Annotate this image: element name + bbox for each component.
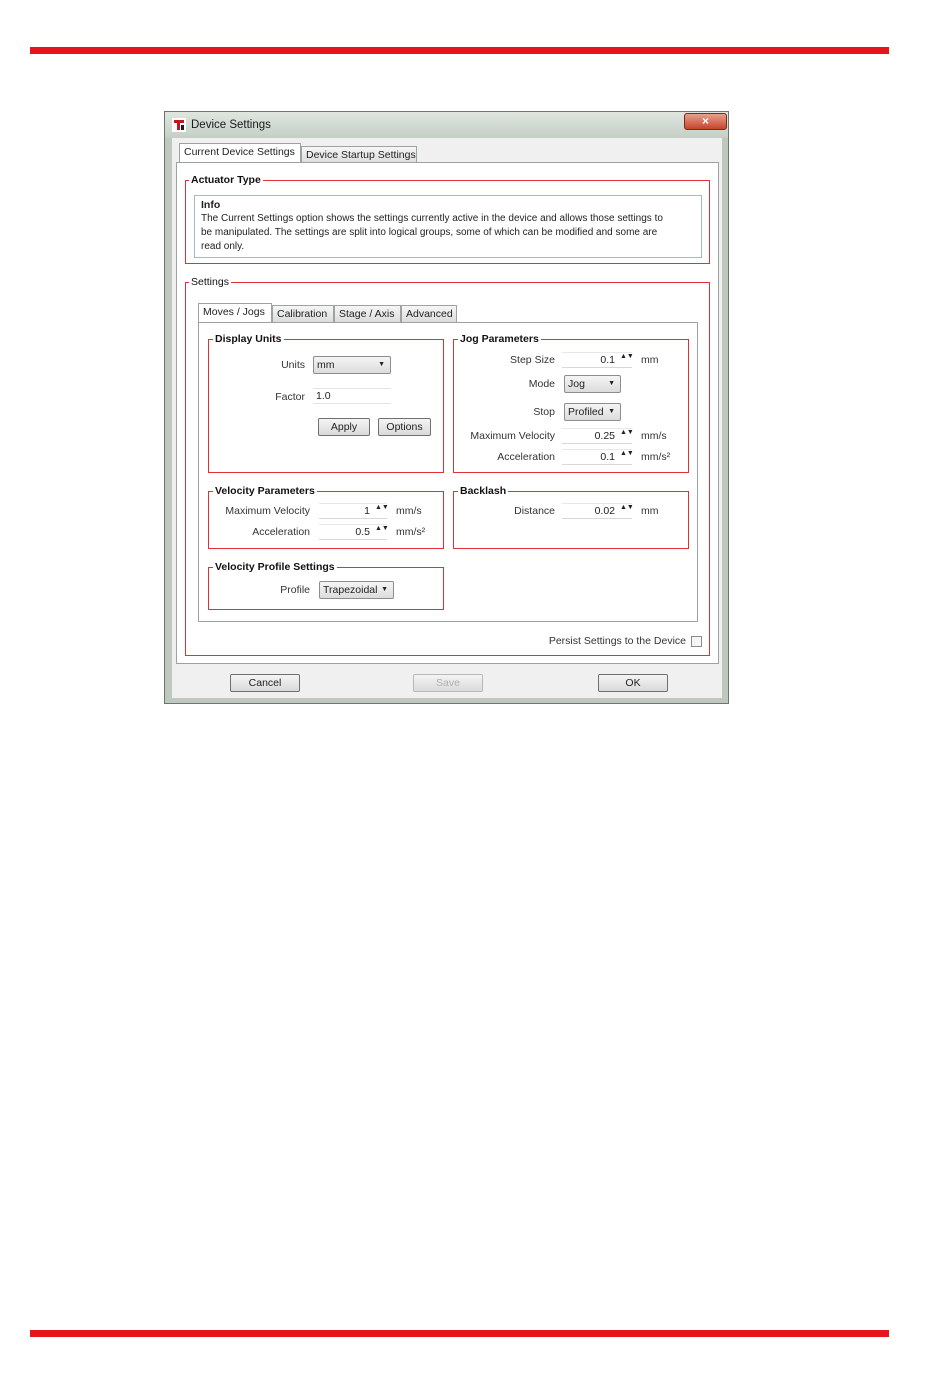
factor-field[interactable]: 1.0 xyxy=(313,388,391,404)
backlash-title: Backlash xyxy=(460,485,507,497)
chevron-down-icon: ▼ xyxy=(608,380,615,387)
distance-value: 0.02 xyxy=(594,505,615,517)
velocity-parameters-title: Velocity Parameters xyxy=(215,485,315,497)
velocity-max-velocity-unit: mm/s xyxy=(396,505,422,517)
mode-combo-value: Jog xyxy=(568,378,585,390)
display-units-group xyxy=(208,333,444,473)
window-title: Device Settings xyxy=(191,119,271,131)
velocity-parameters-group xyxy=(208,485,444,549)
chevron-down-icon: ▼ xyxy=(378,361,385,368)
tab-advanced[interactable]: Advanced xyxy=(401,305,457,322)
backlash-group xyxy=(453,485,689,549)
step-size-label: Step Size xyxy=(510,354,555,366)
persist-settings-label: Persist Settings to the Device xyxy=(548,635,686,647)
jog-max-velocity-value: 0.25 xyxy=(594,430,615,442)
save-button[interactable]: Save xyxy=(413,674,483,692)
tab-stage-axis[interactable]: Stage / Axis xyxy=(334,305,401,322)
persist-settings-checkbox[interactable] xyxy=(691,636,702,647)
top-red-rule xyxy=(30,47,889,54)
tab-device-startup-settings[interactable]: Device Startup Settings xyxy=(301,146,417,163)
velocity-max-velocity-value: 1 xyxy=(364,505,370,517)
app-logo-icon xyxy=(172,118,186,132)
moves-jogs-panel xyxy=(198,322,698,622)
title-bar[interactable] xyxy=(165,112,728,138)
jog-max-velocity-unit: mm/s xyxy=(641,430,667,442)
spin-arrows-icon[interactable]: ▲▼ xyxy=(375,525,389,532)
spin-arrows-icon[interactable]: ▲▼ xyxy=(620,353,634,360)
distance-spinner[interactable] xyxy=(562,503,632,519)
tab-current-device-settings[interactable]: Current Device Settings xyxy=(179,143,301,162)
chevron-down-icon: ▼ xyxy=(608,408,615,415)
bottom-red-rule xyxy=(30,1330,889,1337)
stop-label: Stop xyxy=(533,406,555,418)
profile-label: Profile xyxy=(280,584,310,596)
spin-arrows-icon[interactable]: ▲▼ xyxy=(375,504,389,511)
velocity-acceleration-spinner[interactable] xyxy=(319,524,387,540)
spin-arrows-icon[interactable]: ▲▼ xyxy=(620,450,634,457)
jog-acceleration-value: 0.1 xyxy=(600,451,615,463)
velocity-max-velocity-spinner[interactable] xyxy=(319,503,387,519)
units-combo-value: mm xyxy=(317,359,335,371)
options-button[interactable]: Options xyxy=(378,418,431,436)
info-line-2: be manipulated. The settings are split into logical groups, some of which can be modified and some are xyxy=(201,227,658,238)
tab-moves-jogs[interactable]: Moves / Jogs xyxy=(198,303,272,322)
display-units-title: Display Units xyxy=(215,333,282,345)
spin-arrows-icon[interactable]: ▲▼ xyxy=(620,429,634,436)
velocity-profile-group xyxy=(208,561,444,610)
settings-group xyxy=(185,276,710,656)
units-label: Units xyxy=(281,359,305,371)
window-client-area xyxy=(172,138,722,698)
units-combo[interactable] xyxy=(313,356,391,374)
velocity-acceleration-value: 0.5 xyxy=(355,526,370,538)
profile-combo[interactable] xyxy=(319,581,394,599)
velocity-acceleration-unit: mm/s² xyxy=(396,526,426,538)
info-box xyxy=(194,195,702,258)
factor-label: Factor xyxy=(275,391,305,403)
cancel-button[interactable]: Cancel xyxy=(230,674,300,692)
settings-title: Settings xyxy=(191,276,229,288)
spin-arrows-icon[interactable]: ▲▼ xyxy=(620,504,634,511)
stop-combo[interactable] xyxy=(564,403,621,421)
mode-label: Mode xyxy=(528,378,555,390)
device-settings-window xyxy=(164,111,729,704)
mode-combo[interactable] xyxy=(564,375,621,393)
jog-parameters-group xyxy=(453,333,689,473)
distance-label: Distance xyxy=(514,505,555,517)
velocity-max-velocity-label: Maximum Velocity xyxy=(225,505,310,517)
info-line-1: The Current Settings option shows the settings currently active in the device and allows those settings to xyxy=(201,213,663,224)
tab-calibration[interactable]: Calibration xyxy=(272,305,334,322)
info-line-3: read only. xyxy=(201,241,245,252)
apply-button[interactable]: Apply xyxy=(318,418,370,436)
distance-unit: mm xyxy=(641,505,659,517)
step-size-value: 0.1 xyxy=(600,354,615,366)
jog-parameters-title: Jog Parameters xyxy=(460,333,539,345)
jog-max-velocity-label: Maximum Velocity xyxy=(470,430,555,442)
actuator-type-title: Actuator Type xyxy=(191,174,261,186)
ok-button[interactable]: OK xyxy=(598,674,668,692)
jog-acceleration-spinner[interactable] xyxy=(562,449,632,465)
velocity-acceleration-label: Acceleration xyxy=(252,526,310,538)
info-title: Info xyxy=(201,199,221,211)
close-button[interactable]: × xyxy=(684,113,727,130)
jog-acceleration-unit: mm/s² xyxy=(641,451,671,463)
jog-max-velocity-spinner[interactable] xyxy=(562,428,632,444)
main-tab-panel xyxy=(176,162,719,664)
profile-combo-value: Trapezoidal xyxy=(323,584,378,596)
chevron-down-icon: ▼ xyxy=(381,586,388,593)
step-size-unit: mm xyxy=(641,354,659,366)
actuator-type-group xyxy=(185,174,710,264)
jog-acceleration-label: Acceleration xyxy=(497,451,555,463)
step-size-spinner[interactable] xyxy=(562,352,632,368)
stop-combo-value: Profiled xyxy=(568,406,604,418)
velocity-profile-title: Velocity Profile Settings xyxy=(215,561,335,573)
